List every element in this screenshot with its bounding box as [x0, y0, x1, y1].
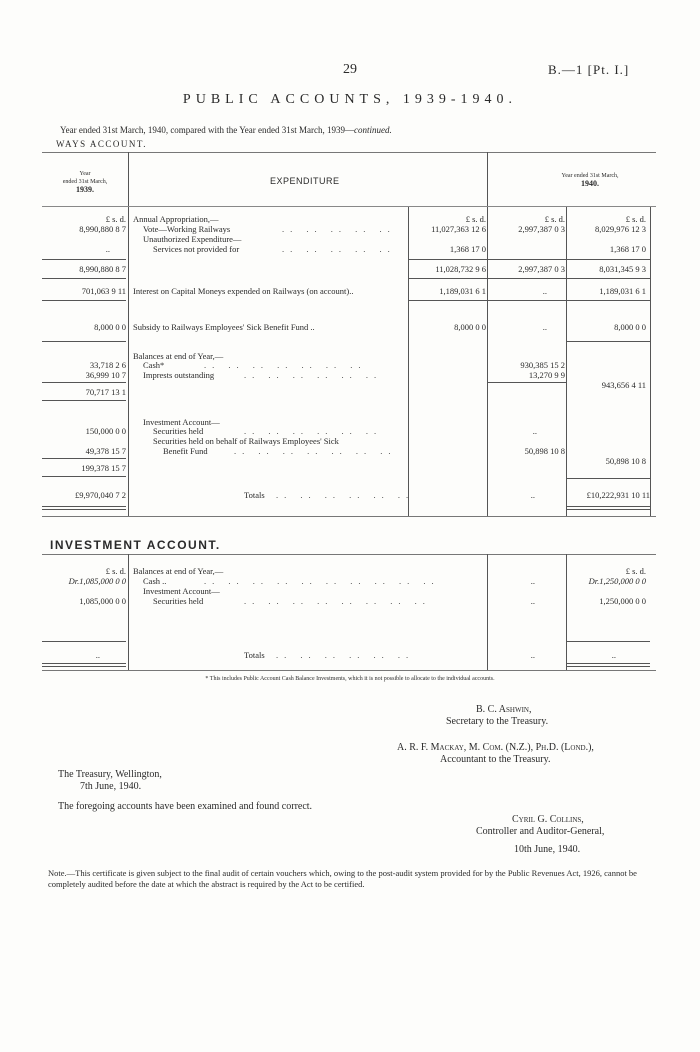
signatory-collins: Cyril G. Collins,: [512, 814, 584, 825]
left-appropriation-total: 8,990,880 8 7: [79, 264, 126, 274]
certification-statement: The foregoing accounts have been examined and found correct.: [58, 801, 313, 812]
leader-dots: .. .. .. .. .. ..: [244, 426, 383, 436]
c1-vote-value: 11,027,363 12 6: [431, 224, 486, 234]
left-year-heading: [44, 170, 126, 194]
signatory-mackay-title: Accountant to the Treasury.: [440, 754, 551, 765]
inv-left-currency: £ s. d.: [105, 566, 126, 576]
left-services-value: ..: [105, 244, 110, 254]
rule-double: [42, 506, 126, 507]
rule: [42, 382, 126, 383]
leader-dots: .. .. .. .. ..: [282, 224, 396, 234]
page-number: 29: [343, 62, 357, 77]
left-securities-behalf-value: 49,378 15 7: [85, 446, 126, 456]
right-year-heading-year: 1940.: [581, 179, 599, 188]
rule-col-right: [650, 206, 651, 516]
inv-right-total: ..: [611, 650, 616, 660]
appropriation-label: Annual Appropriation,—: [133, 214, 219, 224]
investment-account-label: Investment Account—: [143, 417, 220, 427]
inv-left-cash: Dr.1,085,000 0 0: [68, 576, 126, 586]
rule-top: [42, 554, 656, 555]
leader-dots: .. .. .. .. .. .. ..: [234, 446, 397, 456]
c2-interest-value: ..: [542, 286, 547, 296]
place: The Treasury, Wellington,: [58, 769, 162, 780]
c3-services-value: 1,368 17 0: [609, 244, 646, 254]
inv-right-securities: 1,250,000 0 0: [599, 596, 646, 606]
left-investment-total: 199,378 15 7: [81, 463, 126, 473]
rule-double: [42, 509, 126, 510]
c2-appropriation-total: 2,997,387 0 3: [518, 264, 565, 274]
leader-dots: .. .. .. .. .. .. ..: [204, 360, 367, 370]
securities-held-label: Securities held: [153, 426, 204, 436]
c1-appropriation-total: 11,028,732 9 6: [435, 264, 486, 274]
interest-label: Interest on Capital Moneys expended on Railways (on account)..: [133, 286, 354, 296]
c3-interest-value: 1,189,031 6 1: [599, 286, 646, 296]
c2-vote-value: 2,997,387 0 3: [518, 224, 565, 234]
left-year-heading-line1: Year: [79, 171, 91, 177]
page-title: PUBLIC ACCOUNTS, 1939-1940.: [182, 92, 518, 107]
rule: [42, 300, 126, 301]
inv-investment-label: Investment Account—: [143, 586, 220, 596]
leader-dots: .. .. .. .. .. ..: [244, 370, 383, 380]
subtitle: [60, 125, 392, 135]
left-year-heading-line2: ended 31st March,: [62, 179, 108, 185]
inv-totals-label: Totals: [244, 650, 265, 660]
rule-bottom: [42, 516, 656, 517]
section-heading: WAYS ACCOUNT.: [56, 139, 148, 149]
right-year-heading: [530, 172, 650, 188]
right-year-heading-line1: Year ended 31st March,: [561, 173, 619, 179]
left-cash-value: 33,718 2 6: [89, 360, 126, 370]
balances-label: Balances at end of Year,—: [133, 351, 224, 361]
rule: [566, 641, 650, 642]
c2-imprests-value: 13,270 9 9: [528, 370, 565, 380]
inv-mid-total: ..: [530, 650, 535, 660]
c2-subsidy-value: ..: [542, 322, 547, 332]
inv-right-cash: Dr.1,250,000 0 0: [588, 576, 646, 586]
signatory-ashwin-title: Secretary to the Treasury.: [446, 716, 549, 727]
c1-interest-value: 1,189,031 6 1: [439, 286, 486, 296]
rule: [408, 278, 650, 279]
c2-securities-held-value: ..: [532, 426, 537, 436]
benefit-fund-label: Benefit Fund: [163, 446, 208, 456]
rule-bottom: [42, 670, 656, 671]
currency-header-c2: £ s. d.: [544, 214, 565, 224]
c3-investment-total: 50,898 10 8: [605, 456, 646, 466]
rule-double: [566, 506, 650, 507]
rule: [42, 458, 126, 459]
left-interest-value: 701,063 9 11: [81, 286, 126, 296]
imprests-label: Imprests outstanding: [143, 370, 215, 380]
rule-double: [566, 509, 650, 510]
c2-securities-behalf-value: 50,898 10 8: [524, 446, 565, 456]
rule: [42, 259, 126, 260]
ways-totals-label: Totals: [244, 490, 265, 500]
expenditure-heading: EXPENDITURE: [270, 176, 340, 186]
rule: [487, 382, 566, 383]
subtitle-continued: continued.: [354, 125, 392, 135]
c3-grand-total: £10,222,931 10 11: [586, 490, 650, 500]
leader-dots: .. .. .. .. .. .. .. .. .. ..: [204, 576, 440, 586]
inv-securities-label: Securities held: [153, 596, 204, 606]
leader-dots: .. .. .. .. .. ..: [276, 490, 415, 500]
rule: [42, 341, 126, 342]
c1-services-value: 1,368 17 0: [449, 244, 486, 254]
left-imprests-value: 36,999 10 7: [85, 370, 126, 380]
left-vote-value: 8,990,880 8 7: [79, 224, 126, 234]
securities-behalf-label: Securities held on behalf of Railways Employees' Sick: [153, 436, 339, 446]
rule-col: [128, 554, 129, 670]
rule-double: [566, 666, 650, 667]
signatory-mackay: A. R. F. Mackay, M. Com. (N.Z.), Ph.D. (Lond.),: [397, 742, 594, 753]
rule: [408, 300, 650, 301]
currency-header-c3: £ s. d.: [625, 214, 646, 224]
vote-label: Vote—Working Railways: [143, 224, 231, 234]
rule-double: [566, 663, 650, 664]
leader-dots: .. .. .. .. .. ..: [276, 650, 415, 660]
inv-mid-cash: ..: [530, 576, 535, 586]
rule: [42, 641, 126, 642]
inv-left-total: ..: [95, 650, 100, 660]
signatory-collins-title: Controller and Auditor-General,: [476, 826, 605, 837]
leader-dots: .. .. .. .. .. .. .. ..: [244, 596, 431, 606]
left-balances-total: 70,717 13 1: [85, 387, 126, 397]
currency-header-c1: £ s. d.: [465, 214, 486, 224]
certification-date: 10th June, 1940.: [514, 844, 581, 855]
rule: [408, 259, 650, 260]
left-grand-total: £9,970,040 7 2: [75, 490, 126, 500]
c2-grand-total: ..: [530, 490, 535, 500]
inv-right-currency: £ s. d.: [625, 566, 646, 576]
c3-appropriation-total: 8,031,345 9 3: [599, 264, 646, 274]
inv-cash-label: Cash ..: [143, 576, 167, 586]
rule: [566, 478, 650, 479]
cash-label: Cash*: [143, 360, 165, 370]
subtitle-main: Year ended 31st March, 1940, compared with the Year ended 31st March, 1939—: [60, 125, 355, 135]
subsidy-label: Subsidy to Railways Employees' Sick Benefit Fund ..: [133, 322, 315, 332]
inv-left-securities: 1,085,000 0 0: [79, 596, 126, 606]
inv-mid-securities: ..: [530, 596, 535, 606]
rule-double: [42, 666, 126, 667]
rule-top: [42, 152, 656, 153]
rule: [566, 341, 650, 342]
left-year-heading-year: 1939.: [76, 185, 94, 194]
rule: [42, 278, 126, 279]
signatory-ashwin: B. C. Ashwin,: [476, 704, 532, 715]
place-date: 7th June, 1940.: [80, 781, 142, 792]
footnote: * This includes Public Account Cash Balance Investments, which it is not possible to allocate to the individual accounts.: [205, 676, 495, 682]
investment-account-title: INVESTMENT ACCOUNT.: [50, 538, 221, 552]
rule-double: [42, 663, 126, 664]
c3-subsidy-value: 8,000 0 0: [614, 322, 646, 332]
rule: [42, 476, 126, 477]
c3-balances-total: 943,656 4 11: [601, 380, 646, 390]
audit-note: Note.—This certificate is given subject to the final audit of certain vouchers which, owing to the post-audit system provided for by the Public Revenues Act, 1926, cannot be completely audited before the date at which the abstract is required by the Act to be certified.: [48, 868, 637, 889]
c3-vote-value: 8,029,976 12 3: [595, 224, 646, 234]
rule-header-bottom: [42, 206, 656, 207]
currency-header-left: £ s. d.: [105, 214, 126, 224]
left-subsidy-value: 8,000 0 0: [94, 322, 126, 332]
unauthorized-label: Unauthorized Expenditure—: [143, 234, 242, 244]
services-label: Services not provided for: [153, 244, 240, 254]
leader-dots: .. .. .. .. ..: [282, 244, 396, 254]
inv-balances-label: Balances at end of Year,—: [133, 566, 224, 576]
c1-subsidy-value: 8,000 0 0: [454, 322, 486, 332]
document-reference: B.—1 [Pt. I.]: [548, 62, 630, 77]
left-securities-held-value: 150,000 0 0: [85, 426, 126, 436]
c2-cash-value: 930,385 15 2: [520, 360, 565, 370]
rule: [42, 400, 126, 401]
